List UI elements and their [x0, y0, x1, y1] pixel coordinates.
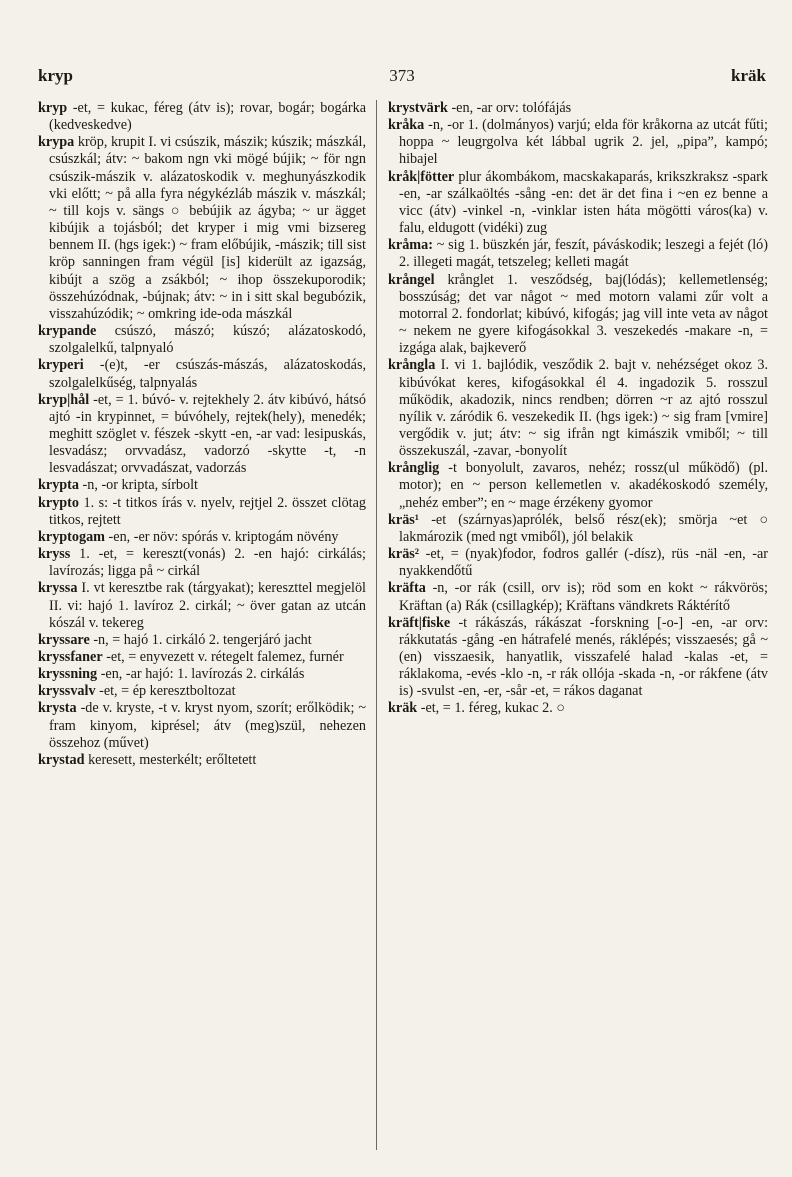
dictionary-entry [38, 100, 366, 134]
dictionary-entry [38, 700, 366, 751]
headword: krångel [388, 271, 435, 288]
dictionary-entry [388, 512, 768, 546]
definition: -en, -er növ: spórás v. kriptogám növény [108, 528, 339, 545]
page-header [38, 66, 766, 92]
dictionary-entry [388, 237, 768, 271]
headword: krypta [38, 477, 79, 494]
headword: krypto [38, 494, 79, 511]
dictionary-entry [38, 392, 366, 478]
headword: krystad [38, 751, 85, 768]
header-guide-word-left: kryp [38, 66, 73, 85]
dictionary-entry [38, 666, 366, 683]
definition: -n, -or 1. (dolmányos) varjú; elda för kråkorna az utcát fűti; hoppa ~ leugrgolva két lábbal ugrik 2. jel, „pipa”, kampó; hibajel [399, 117, 769, 168]
dictionary-entry [38, 134, 366, 323]
header-guide-word-right: kräk [731, 66, 766, 85]
headword: kryperi [38, 357, 84, 374]
definition: -n, -or kripta, sírbolt [82, 477, 198, 494]
dictionary-entry [38, 546, 366, 580]
dictionary-entry [38, 323, 366, 357]
headword: krystvärk [388, 100, 448, 116]
dictionary-entry [38, 357, 366, 391]
headword: kräs¹ [388, 511, 420, 528]
dictionary-entry [388, 615, 768, 701]
definition: -t bonyolult, zavaros, nehéz; rossz(ul működő) (pl. motor); en ~ person kellemetlen v. akadékoskodó személy, „nehéz ember”; en ~ mage érzékeny gyomor [399, 460, 769, 511]
definition: -et, = 1. féreg, kukac 2. ○ [420, 700, 565, 717]
definition: krånglet 1. vesződség, baj(lódás); kellemetlenség; bosszúság; det var något ~ med motorn valami zűr volt a motorral 2. fondorlat; kibúvó, kifogás; jag vill inte veta av något ~ nekem ne gyere kifogásokkal 3. veszekedés -makare -n, = izgága alak, bajkeverő [399, 271, 769, 357]
headword: kryssa [38, 580, 78, 597]
definition: I. vt keresztbe rak (tárgyakat); kereszttel megjelöl II. vi: hajó 1. lavíroz 2. cirkál; ~ över gatan az utcán kószál v. tekereg [49, 580, 366, 631]
dictionary-entry [38, 683, 366, 700]
headword: kryptogam [38, 528, 105, 545]
headword: kryssning [38, 666, 98, 683]
definition: -et, = ép keresztboltozat [99, 683, 236, 700]
dictionary-entry [388, 169, 768, 238]
right-column [388, 100, 768, 1150]
headword: kryssvalv [38, 683, 96, 700]
dictionary-entry [38, 529, 366, 546]
left-column [38, 100, 366, 1150]
definition: ~ sig 1. büszkén jár, feszít, páváskodik; leszegi a fejét (ló) 2. illegeti magát, tetszeleg; kelleti magát [399, 237, 768, 271]
headword: krypande [38, 323, 97, 340]
headword: kryssare [38, 631, 90, 648]
headword: kråma: [388, 237, 433, 254]
definition: -et, = kukac, féreg (átv is); rovar, bogár; bogárka (kedveskedve) [49, 100, 367, 134]
definition: plur ákombákom, macskakaparás, krikszkraksz -spark -en, -ar szálkaöltés -sång -en: det är det fina i ~en ez benne a vicc (átv) -vinkel -n, -vinklar isten háta mögötti város(ka) v. falu, eldugott (vidéki) zug [399, 168, 769, 237]
definition: -(e)t, -er csúszás-mászás, alázatoskodás, szolgalelkűség, talpnyalás [49, 357, 367, 391]
headword: krångla [388, 357, 436, 374]
definition: -et, = 1. búvó- v. rejtekhely 2. átv kibúvó, hátsó ajtó -in krypinnet, = búvóhely, rejtek(hely), menedék; meghitt szöglet v. fészek -skytt -en, -ar vad: lesipuskás, lesvadász; orvvadász, vadorzó -skytte -t, -n lesvadászat; orvvadászat, vadorzás [49, 391, 366, 477]
definition: -en, -ar hajó: 1. lavírozás 2. cirkálás [100, 666, 305, 683]
definition: kröp, krupit I. vi csúszik, mászik; kúszik; mászkál, csúszkál; átv: ~ bakom ngn vki mögé bújik; ~ för ngn csúszik-mászik v. alázatoskodik v. meghunyászkodik vki előtt; ~ på alla fyra négykézláb mászik v. mászkál; ~ till kojs v. sängs ○ bebújik az ágyba; ~ ur ägget kibújik a tojásból; det kryper i mig vmi bizsereg bennem II. (hgs igek:) ~ fram előbújik, -mászik; till sist kröp sanningen fram végül [is] kiderült az igazság, kibújt a szög a zsákból; ~ ihop összekuporodik; összehúzódnak, -bújnak; átv: ~ in i sitt skal begubózik, visszahúzódik; ~ omkring ide-oda mászkál [49, 134, 367, 322]
definition: -et, = enyvezett v. rétegelt falemez, furnér [106, 649, 344, 665]
headword: kråk|fötter [388, 168, 455, 185]
headword: kryp|hål [38, 391, 90, 408]
headword: kräfta [388, 580, 426, 597]
definition: -de v. kryste, -t v. kryst nyom, szorít; erőlködik; ~ fram kinyom, kiprésel; átv (meg)szül, nehezen összehoz (művet) [49, 700, 367, 751]
dictionary-entry [388, 580, 768, 614]
dictionary-entry [38, 477, 366, 494]
definition: csúszó, mászó; kúszó; alázatoskodó, szolgalelkű, talpnyaló [49, 323, 366, 357]
dictionary-entry [38, 495, 366, 529]
definition: -n, -or rák (csill, orv is); röd som en kokt ~ rákvörös; Kräftan (a) Rák (csillagkép); Kräftans vändkrets Ráktérítő [399, 580, 768, 614]
definition: -t rákászás, rákászat -forskning [-o-] -en, -ar orv: rákkutatás -gång -en hátrafelé menés, ráklépés; visszaesés; gå ~(en) visszaesik, hanyatlik, visszafelé halad -kalas -et, = ráklakoma, -evés -klo -n, -r rák ollója -skada -n, -or rákfene (átv is) -svulst -en, -er, -sår -et, = rákos daganat [399, 614, 769, 700]
dictionary-entry [38, 632, 366, 649]
definition: -n, = hajó 1. cirkáló 2. tengerjáró jacht [93, 631, 312, 648]
dictionary-entry [388, 272, 768, 358]
headword: krysta [38, 700, 77, 717]
definition: 1. -et, = kereszt(vonás) 2. -en hajó: cirkálás; lavírozás; ligga på ~ cirkál [49, 546, 366, 580]
definition: keresett, mesterkélt; erőltetett [88, 751, 257, 768]
definition: -et, = (nyak)fodor, fodros gallér (-dísz), rüs -näl -en, -ar nyakkendőtű [399, 546, 768, 580]
definition: 1. s: -t titkos írás v. nyelv, rejtjel 2. összet clötag titkos, rejtett [49, 494, 367, 528]
dictionary-entry [388, 100, 768, 117]
definition: I. vi 1. bajlódik, vesződik 2. bajt v. nehézséget okoz 3. kibúvókat keres, kifogásokkal él 4. ingadozik 5. rosszul működik, akadozik, nincs rendben; dörren ~r az ajtó rosszul nyílik v. záródik 6. veszekedik II. (hgs igek:) ~ sig fram [vmire] vergődik v. jut; átv: ~ sig ifrån ngt kimászik vmiből; ~ till összekuszál, -zavar, -bonyolít [399, 357, 769, 460]
page-number: 373 [389, 66, 415, 85]
dictionary-entry [388, 700, 768, 717]
definition: -en, -ar orv: tolófájás [451, 100, 572, 116]
headword: krypa [38, 134, 75, 151]
headword: kryssfaner [38, 649, 103, 665]
dictionary-entry [388, 357, 768, 460]
headword: kräft|fiske [388, 614, 451, 631]
dictionary-entry [388, 546, 768, 580]
headword: kryp [38, 100, 68, 116]
column-divider [376, 100, 377, 1150]
headword: kräk [388, 700, 418, 717]
headword: kråka [388, 117, 425, 134]
dictionary-entry [388, 117, 768, 168]
dictionary-entry [38, 580, 366, 631]
headword: kräs² [388, 546, 420, 563]
headword: krånglig [388, 460, 440, 477]
headword: kryss [38, 546, 71, 563]
definition: -et (szárnyas)aprólék, belső rész(ek); smörja ~et ○ lakmározik (med ngt vmiből), jól belakik [399, 511, 769, 545]
dictionary-entry [38, 752, 366, 769]
dictionary-entry [38, 649, 366, 666]
dictionary-entry [388, 460, 768, 511]
